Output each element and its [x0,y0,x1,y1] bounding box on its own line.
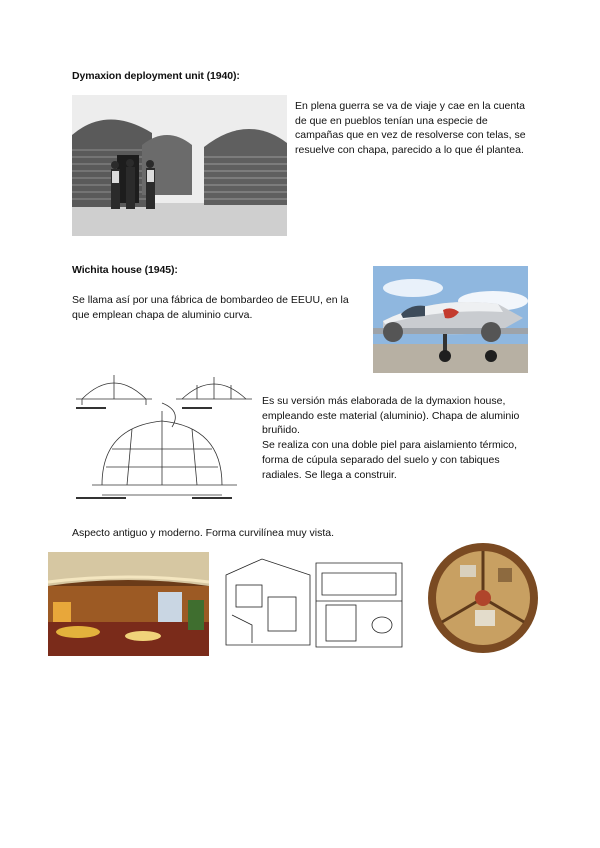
bomber-plane-photo [373,266,528,373]
aspect-description [72,526,512,541]
wichita-text: Se llama así por una fábrica de bombardeo de EEUU, en la que emplean chapa de aluminio curva. [72,294,349,321]
wichita-description [72,293,368,322]
dymaxion-description [295,99,530,158]
aspect-text: Aspecto antiguo y moderno. Forma curvilínea muy vista. [72,527,335,539]
dome-top-view-photo [420,540,547,655]
wichita-plans-text-2: Se realiza con una doble piel para aislamiento térmico, forma de cúpula separado del suelo y con tabiques radiales. Se llega a construir. [262,439,518,481]
wichita-plans-text-1: Es su versión más elaborada de la dymaxion house, empleando este material (aluminio). Chapa de aluminio bruñido. [262,395,520,437]
dymaxion-title: Dymaxion deployment unit (1940): [72,70,240,82]
dymaxion-photo [72,95,287,236]
interior-sketch [222,555,407,653]
interior-photo [48,552,209,656]
wichita-plans-drawing [72,363,255,501]
wichita-title: Wichita house (1945): [72,264,178,276]
wichita-plans-description [262,394,542,482]
dymaxion-text: En plena guerra se va de viaje y cae en la cuenta de que en pueblos tenían una especie de campañas que en vez de resolverse con telas, se resuelve con chapa, parecido a lo que él plantea. [295,100,526,157]
